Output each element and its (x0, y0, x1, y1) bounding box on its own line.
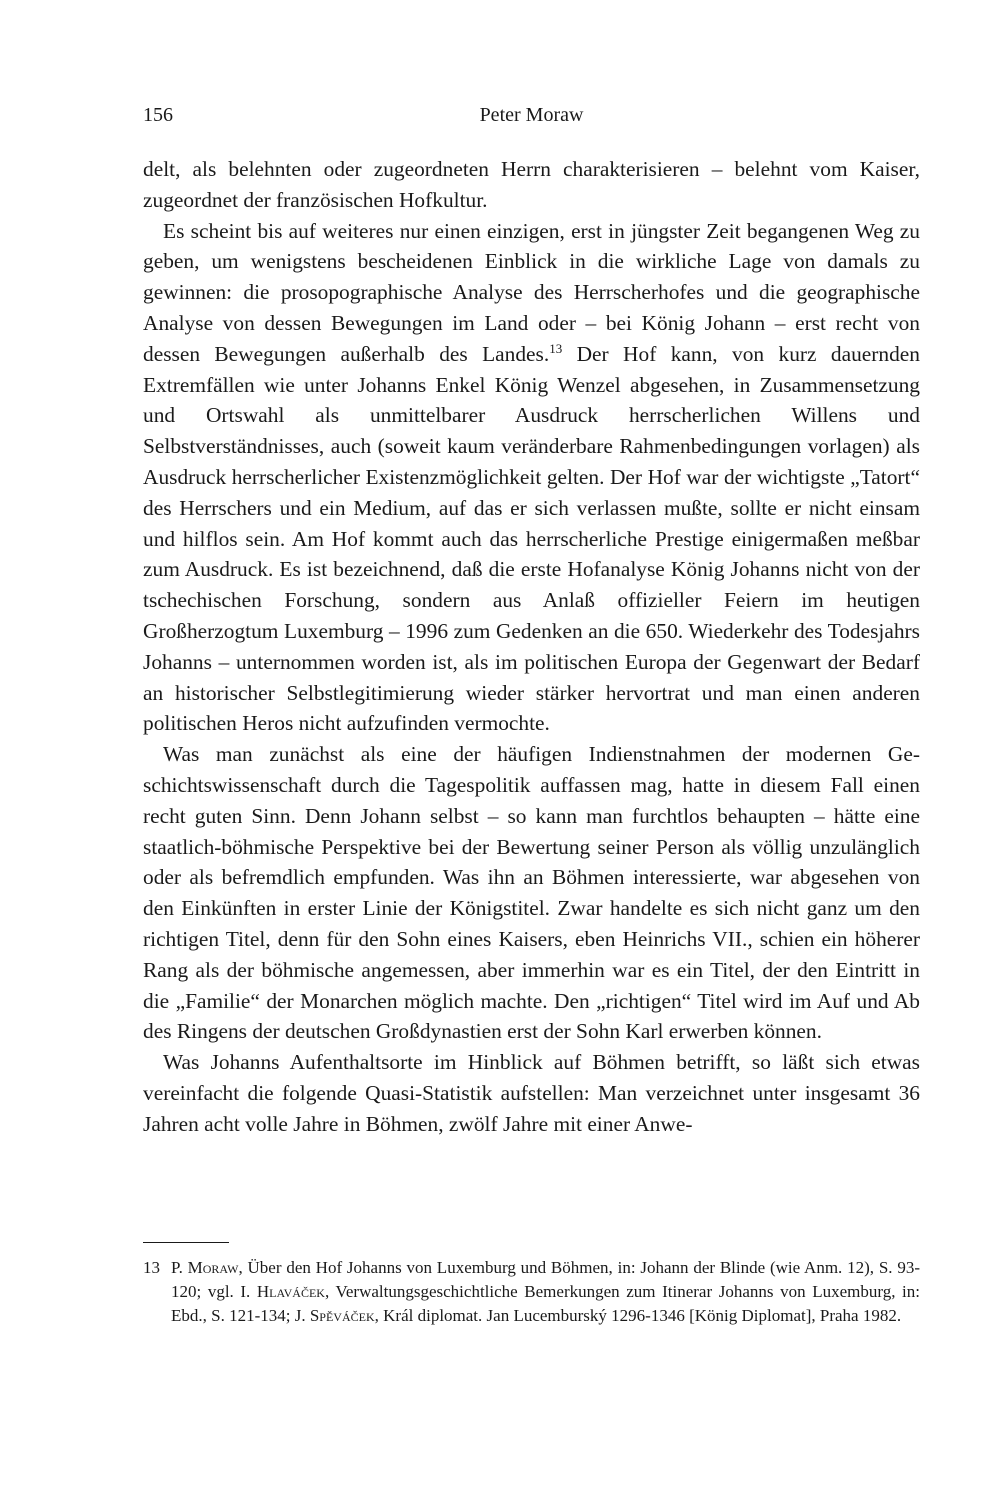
body-text (143, 154, 920, 1140)
paragraph-text: Der Hof kann, von kurz dauernden Extremfällen wie unter Johanns Enkel König Wenzel abgesehen, in Zusammensetzung und Ortswahl als unmittelbarer Ausdruck herrscherlichen Willens und Selbstverständnisses, auch (soweit kaum veränderbare Rahmenbedingungen vorlagen) als Ausdruck herrscherlicher Existenzmöglichkeit gelten. Der Hof war der wichtigste „Tatort“ des Herrschers und ein Medium, auf das er sich verlassen mußte, sollte er nicht einsam und hilflos sein. Am Hof kommt auch das herrscherliche Prestige einigermaßen meßbar zum Ausdruck. Es ist bezeichnend, daß die erste Hofanalyse König Johanns nicht von der tschechischen Forschung, sondern aus Anlaß offizieller Feiern im heutigen Großherzogtum Luxemburg – 1996 zum Gedenken an die 650. Wiederkehr des Todesjahrs Johanns – unternommen worden ist, als im politischen Europa der Gegenwart der Bedarf an historischer Selbstlegitimierung wieder stärker hervortrat und man einen anderen politischen Heros nicht aufzufinden vermochte. (143, 341, 920, 736)
footnote-text: , Král diplomat. Jan Lucemburský 1296-1346 [König Diplomat], Praha 1982. (374, 1306, 902, 1325)
footnote-divider (143, 1242, 229, 1243)
footnote-author: Spěváček (309, 1306, 375, 1325)
page-number: 156 (143, 104, 173, 126)
running-head: Peter Moraw (479, 104, 584, 126)
footnote-number: 13 (143, 1258, 160, 1277)
footnotes (143, 1256, 920, 1328)
footnote (143, 1256, 920, 1328)
footnote-author: Moraw (187, 1258, 239, 1277)
footnote-author: Hlaváček (256, 1282, 325, 1301)
paragraph (143, 216, 920, 740)
paragraph: Was man zunächst als eine der häufigen Indienstnahmen der modernen Geschichtswissenschaft durch die Tagespolitik auffassen mag, hatte in diesem Fall einen recht guten Sinn. Denn Johann selbst – so kann man furchtlos behaupten – hätte eine staatlich-böhmische Perspektive bei der Bewertung seiner Person als völlig unzulänglich oder als befremdlich empfunden. Was ihn an Böhmen interessierte, war abgesehen von den Einkünften in erster Linie der Königstitel. Zwar handelte es sich nicht ganz um den richtigen Titel, denn für den Sohn eines Kaisers, eben Heinrichs VII., schien ein höherer Rang als der böhmische angemessen, aber immerhin war es ein Titel, der den Eintritt in die „Familie“ der Monarchen möglich machte. Den „richtigen“ Titel wird im Auf und Ab des Ringens der deutschen Großdynastien erst der Sohn Karl erwerben können. (143, 742, 920, 1044)
paragraph: Was Johanns Aufenthaltsorte im Hinblick auf Böhmen betrifft, so läßt sich etwas vereinfacht die folgende Quasi-Statistik aufstellen: Man verzeichnet unter insgesamt 36 Jahren acht volle Jahre in Böhmen, zwölf Jahre mit einer Anwe- (143, 1050, 920, 1136)
footnote-reference[interactable]: 13 (549, 340, 563, 356)
book-page (143, 104, 920, 1325)
footnote-text: , Verwaltungsgeschichtliche Bemerkungen zum Itinerar Johanns von Luxemburg, in: Ebd., S. 121-134; J. (171, 1282, 920, 1325)
paragraph: delt, als belehnten oder zugeordneten Herrn charakterisieren – belehnt vom Kaiser, zugeordnet der französischen Hofkultur. (143, 157, 920, 212)
page-header (143, 104, 920, 134)
footnote-text: P. (171, 1258, 188, 1277)
footnote-text: , Über den Hof Johanns von Luxemburg und Böhmen, in: Johann der Blinde (wie Anm. 12), S. 93-120; vgl. I. (171, 1258, 920, 1301)
paragraph-text: Es scheint bis auf weiteres nur einen einzigen, erst in jüngster Zeit begangenen Weg zu geben, um wenigstens bescheidenen Einblick in die wirkliche Lage von damals zu gewinnen: die prosopographische Analyse des Herrscherhofes und die geographische Analyse von dessen Bewegungen im Land oder – bei König Johann – erst recht von dessen Bewegungen außerhalb des Landes. (143, 218, 920, 366)
